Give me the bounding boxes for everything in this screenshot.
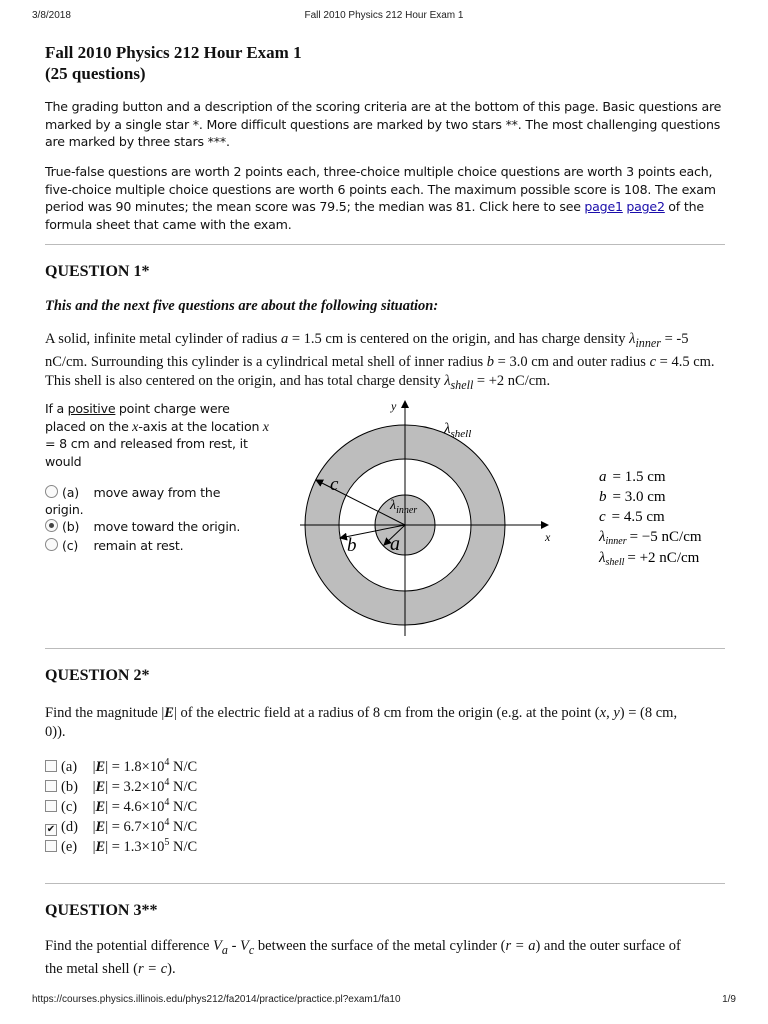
- q2-option-e[interactable]: (e) $|E| = 1.3\times 10^5$ N/C: [45, 834, 197, 856]
- axis-y-label: y: [391, 399, 397, 413]
- question-2-heading: QUESTION 2*: [45, 667, 150, 684]
- print-page-number: 1/9: [722, 994, 736, 1005]
- print-url: https://courses.physics.illinois.edu/phys212/fa2014/practice/practice.pl?exam1/fa10: [32, 994, 401, 1005]
- label-lambda-inner: $\lambda_{inner}$: [390, 498, 418, 516]
- axis-x-label: x: [545, 530, 551, 544]
- intro-paragraph-1: The grading button and a description of the scoring criteria are at the bottom of this page. Basic questions are marked by a single star *. More difficult questions are marked by two stars **. The most challenging questions are marked by three stars ***.: [45, 99, 722, 149]
- label-lambda-shell: $\lambda_{shell}$: [444, 421, 472, 440]
- label-a: a: [390, 533, 400, 555]
- q1-option-a-cont: origin.: [45, 502, 84, 517]
- page-title: [45, 42, 302, 84]
- q2-checkbox-d[interactable]: ✔: [46, 823, 56, 835]
- question-3-text: Find the potential difference $V_a - V_c$ between the surface of the metal cylinder (r = a) and the outer surface of the metal shell (r = c).: [45, 938, 681, 977]
- label-c: c: [330, 474, 339, 495]
- exam-title: Fall 2010 Physics 212 Hour Exam 1: [45, 43, 302, 62]
- svg-text:c= 4.5 cm: c = 4.5 cm: [599, 509, 665, 525]
- situation-text: This and the next five questions are about the following situation:: [45, 298, 439, 314]
- divider: [45, 883, 725, 884]
- svg-text:b= 3.0 cm: b = 3.0 cm: [599, 489, 666, 505]
- q2-checkbox-e[interactable]: [45, 840, 57, 852]
- question-1-heading: QUESTION 1*: [45, 263, 150, 280]
- svg-text:λshell= +2 nC/cm: $\lambda_{shell} = +2$ nC/cm: [599, 550, 700, 568]
- q1-radio-c[interactable]: [45, 538, 58, 551]
- formula-page2-link[interactable]: page2: [626, 199, 665, 214]
- q1-option-c[interactable]: (c) remain at rest.: [45, 537, 183, 555]
- intro-paragraph-2: True-false questions are worth 2 points each, three-choice multiple choice questions are worth 3 points each, five-choice multiple choice questions are worth 6 points each. The maximum possible score is 108. The exam period was 90 minutes; the mean score was 79.5; the median was 81. Click here to see page1 page2 of the formula sheet that came with the exam.: [45, 164, 716, 232]
- q2-checkbox-b[interactable]: [45, 780, 57, 792]
- q1-option-b[interactable]: (b) move toward the origin.: [45, 518, 240, 536]
- exam-subtitle: (25 questions): [45, 64, 146, 83]
- formula-page1-link[interactable]: page1: [584, 199, 623, 214]
- cylinder-figure: [290, 398, 730, 636]
- figure-legend: [598, 469, 702, 568]
- divider: [45, 244, 725, 245]
- label-b: b: [347, 535, 357, 556]
- q2-checkbox-a[interactable]: [45, 760, 57, 772]
- q2-option-c[interactable]: (c) $|E| = 4.6\times 10^4$ N/C: [45, 794, 197, 816]
- q1-option-a[interactable]: (a) move away from the: [45, 484, 220, 502]
- question-1-setup: A solid, infinite metal cylinder of radius a = 1.5 cm is centered on the origin, and has charge density $\lambda_{inner} = -5$ nC/cm. Surrounding this cylinder is a cylindrical metal shell of inner radius b = 3.0 cm and outer radius c = 4.5 cm. This shell is also centered on the origin, and has total charge density $\lambda_{shell} = +2$ nC/cm.: [45, 331, 715, 392]
- q2-option-a[interactable]: (a) $|E| = 1.8\times 10^4$ N/C: [45, 754, 197, 776]
- question-2-text: Find the magnitude |E| of the electric field at a radius of 8 cm from the origin (e.g. at the point (x, y) = (8 cm, 0)).: [45, 705, 678, 740]
- print-title: Fall 2010 Physics 212 Hour Exam 1: [304, 10, 464, 21]
- q2-option-d[interactable]: ✔ (d) $|E| = 6.7\times 10^4$ N/C: [46, 817, 198, 835]
- q2-option-b[interactable]: (b) $|E| = 3.2\times 10^4$ N/C: [45, 774, 197, 796]
- q1-radio-a[interactable]: [45, 485, 58, 498]
- divider: [45, 648, 725, 649]
- q2-checkbox-c[interactable]: [45, 800, 57, 812]
- print-date: 3/8/2018: [32, 10, 71, 21]
- question-1-prompt: If a positive point charge were placed on the x-axis at the location x = 8 cm and released from rest, it would: [45, 401, 269, 469]
- question-3-heading: QUESTION 3**: [45, 902, 158, 919]
- svg-text:λinner= −5 nC/cm: $\lambda_{inner} = -5$ nC/cm: [599, 529, 702, 547]
- svg-text:a= 1.5 cm: a = 1.5 cm: [599, 469, 666, 485]
- q1-radio-b[interactable]: [45, 519, 58, 532]
